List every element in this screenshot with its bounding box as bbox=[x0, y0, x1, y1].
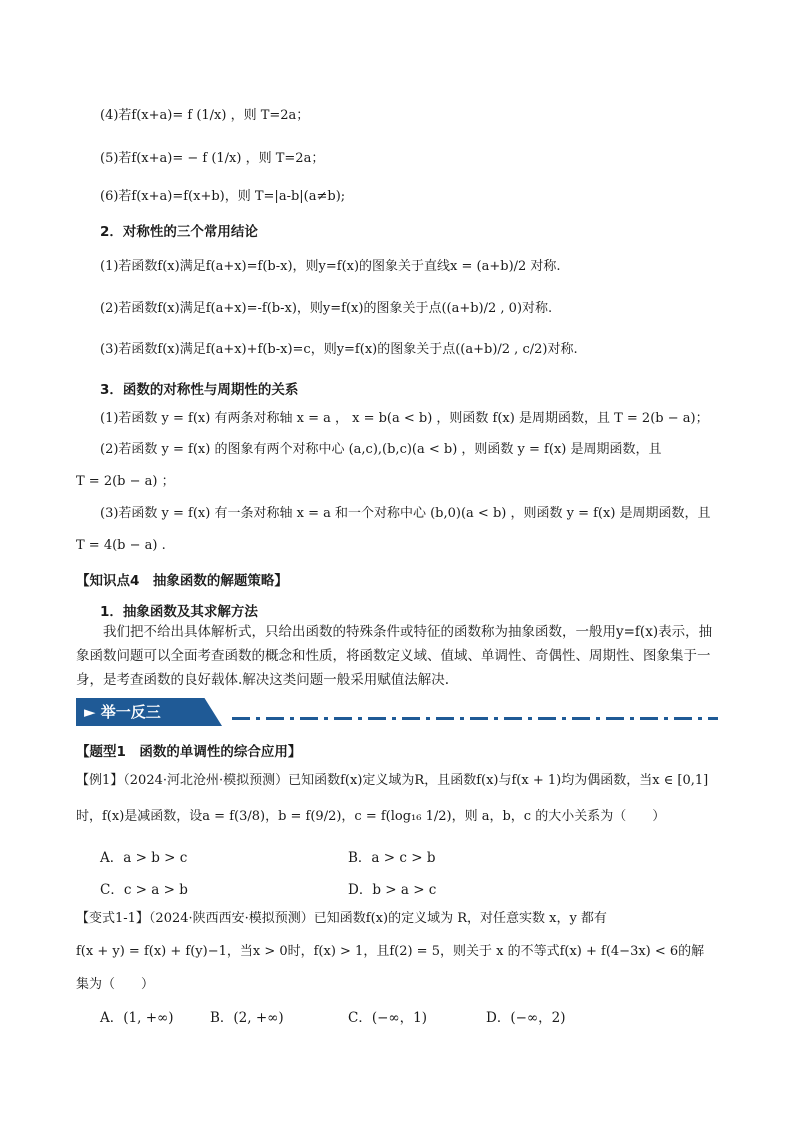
knowledge4-title: 【知识点4 抽象函数的解题策略】 bbox=[76, 573, 288, 589]
knowledge4-paragraph: 我们把不给出具体解析式，只给出函数的特殊条件或特征的函数称为抽象函数，一般用y=f(x)表示，抽象函数问题可以全面考查函数的概念和性质，将函数定义域、值域、单调性、奇偶性、周期性、图象集于一身，是考查函数的良好载体.解决这类问题一般采用赋值法解决. bbox=[76, 624, 713, 688]
variant1-option-c[interactable]: C．(−∞，1) bbox=[348, 1010, 428, 1026]
variant1-line1: 【变式1-1】（2024·陕西西安·模拟预测）已知函数f(x)的定义域为 R，对任意实数 x，y 都有 bbox=[76, 911, 607, 926]
period-item-6: (6)若f(x+a)=f(x+b)，则 T=|a-b|(a≠b); bbox=[100, 189, 346, 204]
banner-label-text: 举一反三 bbox=[100, 703, 161, 721]
play-icon: ► bbox=[84, 703, 96, 721]
period-item-5: (5)若f(x+a)= − f (1/x) ，则 T=2a； bbox=[100, 151, 325, 166]
relation-item-3-cont: T = 4(b − a) . bbox=[76, 538, 166, 553]
variant1-line2: f(x + y) = f(x) + f(y)−1，当x > 0时，f(x) > 1，且f(2) = 5，则关于 x 的不等式f(x) + f(4−3x) < 6的解 bbox=[76, 944, 705, 959]
relation-heading: 3．函数的对称性与周期性的关系 bbox=[100, 382, 299, 398]
example1-option-a[interactable]: A．a > b > c bbox=[100, 850, 188, 866]
example1-option-c[interactable]: C．c > a > b bbox=[100, 882, 188, 898]
variant1-line3: 集为（ ） bbox=[76, 977, 155, 992]
example1-option-d[interactable]: D．b > a > c bbox=[348, 882, 437, 898]
relation-item-1: (1)若函数 y = f(x) 有两条对称轴 x = a ， x = b(a < b) ，则函数 f(x) 是周期函数，且 T = 2(b − a)； bbox=[100, 411, 709, 426]
variant1-option-a[interactable]: A．(1, +∞) bbox=[100, 1010, 174, 1026]
relation-item-2-cont: T = 2(b − a) ； bbox=[76, 474, 175, 489]
relation-item-2: (2)若函数 y = f(x) 的图象有两个对称中心 (a,c),(b,c)(a < b) ，则函数 y = f(x) 是周期函数，且 bbox=[100, 442, 662, 457]
knowledge4-subheading: 1．抽象函数及其求解方法 bbox=[100, 604, 258, 620]
problem-type-1: 【题型1 函数的单调性的综合应用】 bbox=[76, 744, 302, 760]
symmetry-item-2: (2)若函数f(x)满足f(a+x)=-f(b-x)，则y=f(x)的图象关于点((a+b)/2 , 0)对称. bbox=[100, 301, 553, 316]
variant1-option-d[interactable]: D．(−∞，2) bbox=[486, 1010, 566, 1026]
example1-line2: 时，f(x)是减函数，设a = f(3/8)，b = f(9/2)，c = f(log₁₆ 1/2)，则 a，b，c 的大小关系为（ ） bbox=[76, 809, 666, 824]
example1-line1: 【例1】（2024·河北沧州·模拟预测）已知函数f(x)定义域为R，且函数f(x)与f(x + 1)均为偶函数，当x ∈ [0,1] bbox=[76, 773, 709, 788]
symmetry-heading: 2．对称性的三个常用结论 bbox=[100, 224, 258, 240]
banner-dashed-rule bbox=[232, 717, 718, 720]
period-item-4: (4)若f(x+a)= f (1/x) ，则 T=2a； bbox=[100, 108, 310, 123]
example1-option-b[interactable]: B．a > c > b bbox=[348, 850, 436, 866]
symmetry-item-3: (3)若函数f(x)满足f(a+x)+f(b-x)=c，则y=f(x)的图象关于点((a+b)/2 , c/2)对称. bbox=[100, 342, 578, 357]
variant1-option-b[interactable]: B．(2, +∞) bbox=[210, 1010, 284, 1026]
relation-item-3: (3)若函数 y = f(x) 有一条对称轴 x = a 和一个对称中心 (b,0)(a < b) ，则函数 y = f(x) 是周期函数，且 bbox=[100, 506, 711, 521]
section-banner-label bbox=[84, 701, 161, 722]
symmetry-item-1: (1)若函数f(x)满足f(a+x)=f(b-x)，则y=f(x)的图象关于直线x = (a+b)/2 对称. bbox=[100, 259, 561, 274]
